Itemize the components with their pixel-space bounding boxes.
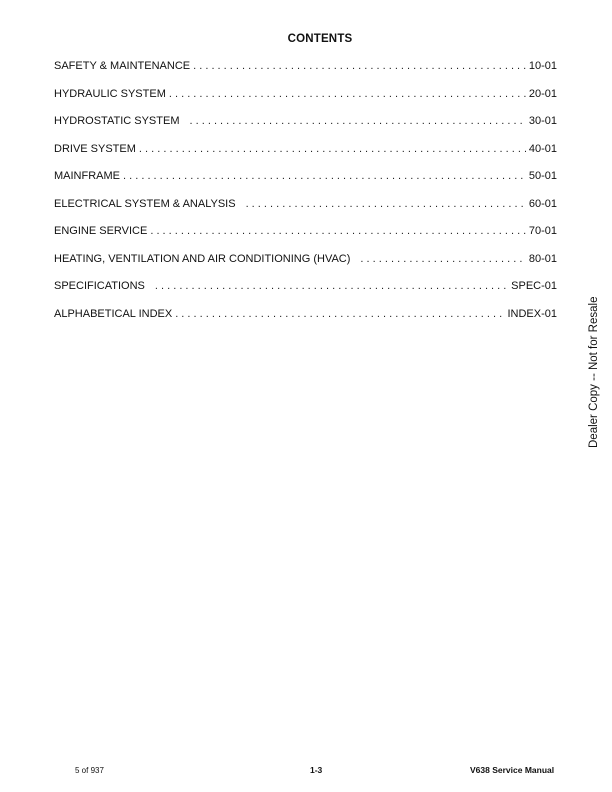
toc-entry-alphabetical-index[interactable] bbox=[54, 308, 557, 336]
toc-entry-hydrostatic-system[interactable] bbox=[54, 115, 557, 143]
toc-entry-title: HYDRAULIC SYSTEM bbox=[54, 87, 166, 100]
toc-dot-leader bbox=[246, 198, 526, 210]
toc-entry-page: SPEC-01 bbox=[511, 280, 557, 292]
footer-manual-name: V638 Service Manual bbox=[470, 765, 555, 775]
toc-dot-leader bbox=[123, 170, 526, 182]
dealer-copy-text: Dealer Copy -- Not for Resale bbox=[588, 296, 600, 448]
toc-entry-page: 80-01 bbox=[528, 252, 557, 265]
toc-entry-title: ENGINE SERVICE bbox=[54, 225, 148, 237]
toc-dot-leader bbox=[360, 253, 525, 265]
toc-dot-leader bbox=[175, 308, 504, 320]
toc-entry-safety-maintenance[interactable] bbox=[54, 60, 557, 88]
toc-dot-leader bbox=[193, 60, 526, 72]
toc-dot-leader bbox=[190, 115, 526, 127]
toc-entry-hvac[interactable] bbox=[54, 253, 557, 281]
toc-entry-page: 60-01 bbox=[528, 197, 557, 210]
toc-entry-title: MAINFRAME bbox=[54, 170, 120, 182]
toc-entry-page: 10-01 bbox=[528, 60, 557, 72]
footer-page-number: 1-3 bbox=[310, 765, 323, 775]
toc-entry-title: ALPHABETICAL INDEX bbox=[54, 307, 173, 320]
toc-entry-title: HYDROSTATIC SYSTEM bbox=[54, 115, 180, 127]
toc-entry-title: DRIVE SYSTEM bbox=[54, 142, 136, 155]
toc-entry-page: 20-01 bbox=[528, 87, 557, 100]
toc-entry-page: INDEX-01 bbox=[507, 307, 557, 320]
toc-entry-page: 50-01 bbox=[528, 170, 557, 182]
table-of-contents bbox=[54, 60, 557, 335]
toc-entry-page: 30-01 bbox=[528, 115, 557, 127]
dealer-copy-watermark bbox=[586, 296, 602, 448]
toc-entry-page: 70-01 bbox=[528, 225, 557, 237]
toc-dot-leader bbox=[150, 225, 526, 237]
toc-entry-title: HEATING, VENTILATION AND AIR CONDITIONING (HVAC) bbox=[54, 252, 351, 265]
toc-entry-title: ELECTRICAL SYSTEM & ANALYSIS bbox=[54, 197, 236, 210]
toc-entry-mainframe[interactable] bbox=[54, 170, 557, 198]
toc-entry-page: 40-01 bbox=[528, 142, 557, 155]
toc-dot-leader bbox=[155, 280, 508, 292]
footer-pdf-page: 5 of 937 bbox=[75, 766, 104, 775]
toc-entry-drive-system[interactable] bbox=[54, 143, 557, 171]
toc-entry-title: SPECIFICATIONS bbox=[54, 280, 145, 292]
toc-entry-title: SAFETY & MAINTENANCE bbox=[54, 60, 191, 72]
toc-entry-hydraulic-system[interactable] bbox=[54, 88, 557, 116]
toc-dot-leader bbox=[139, 143, 526, 155]
toc-entry-electrical-system[interactable] bbox=[54, 198, 557, 226]
toc-entry-specifications[interactable] bbox=[54, 280, 557, 308]
toc-dot-leader bbox=[169, 88, 526, 100]
toc-entry-engine-service[interactable] bbox=[54, 225, 557, 253]
page-title: CONTENTS bbox=[287, 33, 353, 45]
